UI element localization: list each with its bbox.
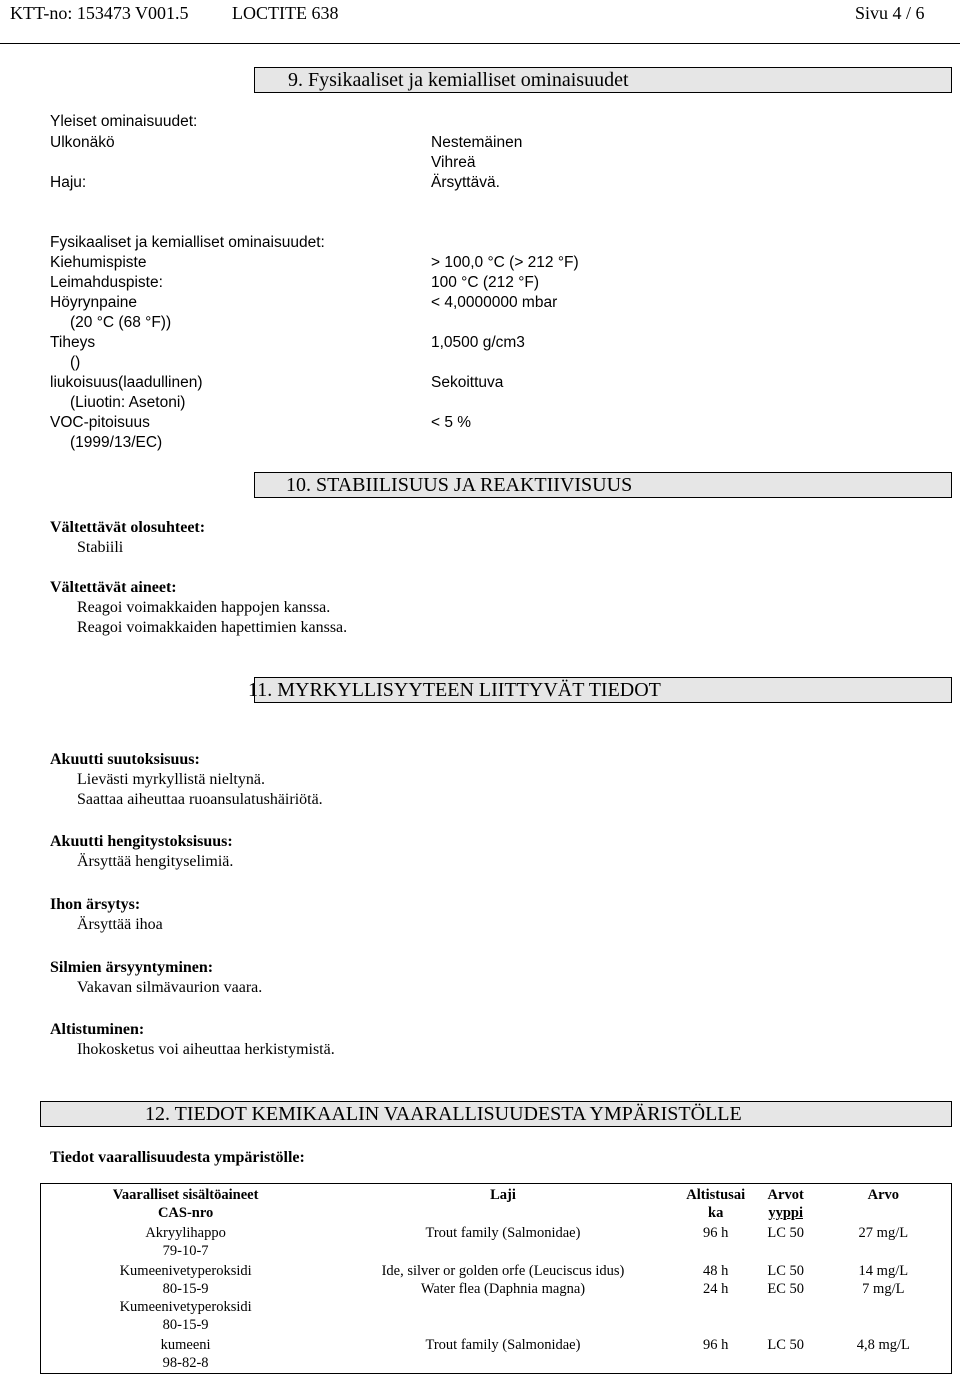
- odor-label: Haju:: [50, 174, 87, 191]
- eye-irritation-text: Vakavan silmävaurion vaara.: [77, 979, 263, 996]
- acute-oral-line-1: Lievästi myrkyllistä nieltynä.: [77, 771, 265, 788]
- type-cell: [756, 1223, 816, 1261]
- page-number: Sivu 4 / 6: [855, 3, 925, 23]
- column-header-exposure-line-2: ka: [708, 1205, 724, 1221]
- document-id: KTT-no: 153473 V001.5: [10, 3, 189, 23]
- prop-value: > 100,0 °C (> 212 °F): [431, 254, 579, 271]
- prop-condition: (Liuotin: Asetoni): [70, 394, 186, 411]
- value-type: LC 50: [767, 1225, 804, 1241]
- column-header-value-type-line-1: Arvot: [767, 1187, 804, 1203]
- substance-cell: [41, 1223, 331, 1261]
- physchem-heading: Fysikaaliset ja kemialliset ominaisuudet:: [50, 234, 325, 251]
- prop-value: 100 °C (212 °F): [431, 274, 540, 291]
- column-header-value-label: Arvo: [867, 1187, 900, 1203]
- prop-label: Tiheys: [50, 334, 96, 351]
- prop-value: Sekoittuva: [431, 374, 504, 391]
- column-header-species-label: Laji: [490, 1187, 516, 1203]
- prop-value: < 4,0000000 mbar: [431, 294, 558, 311]
- table-header-row: [41, 1184, 952, 1224]
- species-name: Trout family (Salmonidae): [425, 1337, 581, 1353]
- conditions-to-avoid-heading: Vältettävät olosuhteet:: [50, 519, 206, 536]
- column-header-value-type: [756, 1184, 816, 1224]
- prop-label: Leimahduspiste:: [50, 274, 163, 291]
- column-header-value-type-line-2: yyppi: [768, 1205, 803, 1221]
- table-row: [41, 1223, 952, 1261]
- prop-condition: (1999/13/EC): [70, 434, 163, 451]
- prop-label: Höyrynpaine: [50, 294, 138, 311]
- env-hazards-heading: Tiedot vaarallisuudesta ympäristölle:: [50, 1149, 305, 1166]
- section-10-title: 10. STABIILISUUS JA REAKTIIVISUUS: [286, 474, 633, 496]
- product-name: LOCTITE 638: [232, 3, 339, 23]
- species-name: Trout family (Salmonidae): [425, 1225, 581, 1241]
- value-type: LC 50: [767, 1263, 804, 1279]
- prop-value: < 5 %: [431, 414, 472, 431]
- value: 4,8 mg/L: [856, 1337, 910, 1353]
- ecotoxicity-table: [40, 1183, 952, 1374]
- species-cell: [330, 1261, 676, 1335]
- value: 27 mg/L: [858, 1225, 909, 1241]
- cas-number: 98-82-8: [162, 1355, 209, 1371]
- materials-to-avoid-line-2: Reagoi voimakkaiden hapettimien kanssa.: [77, 619, 348, 636]
- column-header-species: [330, 1184, 676, 1224]
- species-name: Ide, silver or golden orfe (Leuciscus idus): [381, 1263, 625, 1279]
- acute-inhalation-heading: Akuutti hengitystoksisuus:: [50, 833, 233, 850]
- exposure-text: Ihokosketus voi aiheuttaa herkistymistä.: [77, 1041, 335, 1058]
- exposure-time: 48 h: [703, 1263, 729, 1279]
- exposure-time: 96 h: [703, 1337, 729, 1353]
- column-header-substance-line-1: Vaaralliset sisältöaineet: [112, 1187, 259, 1203]
- column-header-value: [816, 1184, 952, 1224]
- acute-inhalation-text: Ärsyttää hengityselimiä.: [77, 853, 234, 870]
- cas-number: 80-15-9: [162, 1281, 209, 1297]
- substance-name: Akryylihappo: [145, 1225, 226, 1241]
- substance-name: Kumeenivetyperoksidi: [119, 1299, 252, 1315]
- prop-condition: (20 °C (68 °F)): [70, 314, 172, 331]
- value: 7 mg/L: [862, 1281, 905, 1297]
- substance-name: Kumeenivetyperoksidi: [119, 1263, 252, 1279]
- column-header-exposure: [676, 1184, 756, 1224]
- acute-oral-line-2: Saattaa aiheuttaa ruoansulatushäiriötä.: [77, 791, 323, 808]
- value-type: LC 50: [767, 1337, 804, 1353]
- substance-name: kumeeni: [160, 1337, 211, 1353]
- value-type: EC 50: [767, 1281, 804, 1297]
- prop-label: liukoisuus(laadullinen): [50, 374, 203, 391]
- odor-value: Ärsyttävä.: [431, 174, 500, 191]
- prop-label: VOC-pitoisuus: [50, 414, 150, 431]
- exposure-time: 24 h: [703, 1281, 729, 1297]
- exposure-cell: [676, 1261, 756, 1335]
- exposure-heading: Altistuminen:: [50, 1021, 145, 1038]
- value-cell: [816, 1261, 952, 1335]
- appearance-label: Ulkonäkö: [50, 134, 115, 151]
- type-cell: [756, 1261, 816, 1335]
- prop-label: Kiehumispiste: [50, 254, 147, 271]
- section-11-title: 11. MYRKYLLISYYTEEN LIITTYVÄT TIEDOT: [248, 679, 661, 701]
- value: 14 mg/L: [858, 1263, 909, 1279]
- section-12-title: 12. TIEDOT KEMIKAALIN VAARALLISUUDESTA YMPÄRISTÖLLE: [145, 1103, 742, 1125]
- appearance-value-2: Vihreä: [431, 154, 476, 171]
- cas-number: 79-10-7: [162, 1243, 209, 1259]
- table-row: [41, 1261, 952, 1335]
- section-9-title: 9. Fysikaaliset ja kemialliset ominaisuudet: [288, 69, 629, 91]
- cas-number: 80-15-9: [162, 1317, 209, 1333]
- header-rule: [0, 43, 960, 44]
- prop-condition: (): [70, 354, 81, 371]
- eye-irritation-heading: Silmien ärsyyntyminen:: [50, 959, 214, 976]
- column-header-exposure-line-1: Altistusai: [686, 1187, 746, 1203]
- materials-to-avoid-heading: Vältettävät aineet:: [50, 579, 177, 596]
- general-properties-heading: Yleiset ominaisuudet:: [50, 113, 198, 130]
- exposure-time: 96 h: [703, 1225, 729, 1241]
- acute-oral-heading: Akuutti suutoksisuus:: [50, 751, 200, 768]
- skin-irritation-heading: Ihon ärsytys:: [50, 896, 141, 913]
- column-header-substance-line-2: CAS-nro: [157, 1205, 214, 1221]
- species-name: Water flea (Daphnia magna): [420, 1281, 586, 1297]
- conditions-to-avoid-text: Stabiili: [77, 539, 124, 556]
- substance-cell: [41, 1261, 331, 1335]
- appearance-value-1: Nestemäinen: [431, 134, 523, 151]
- skin-irritation-text: Ärsyttää ihoa: [77, 916, 163, 933]
- column-header-substance: [41, 1184, 331, 1224]
- prop-value: 1,0500 g/cm3: [431, 334, 525, 351]
- species-cell: [330, 1223, 676, 1261]
- materials-to-avoid-line-1: Reagoi voimakkaiden happojen kanssa.: [77, 599, 331, 616]
- exposure-cell: [676, 1223, 756, 1261]
- value-cell: [816, 1223, 952, 1261]
